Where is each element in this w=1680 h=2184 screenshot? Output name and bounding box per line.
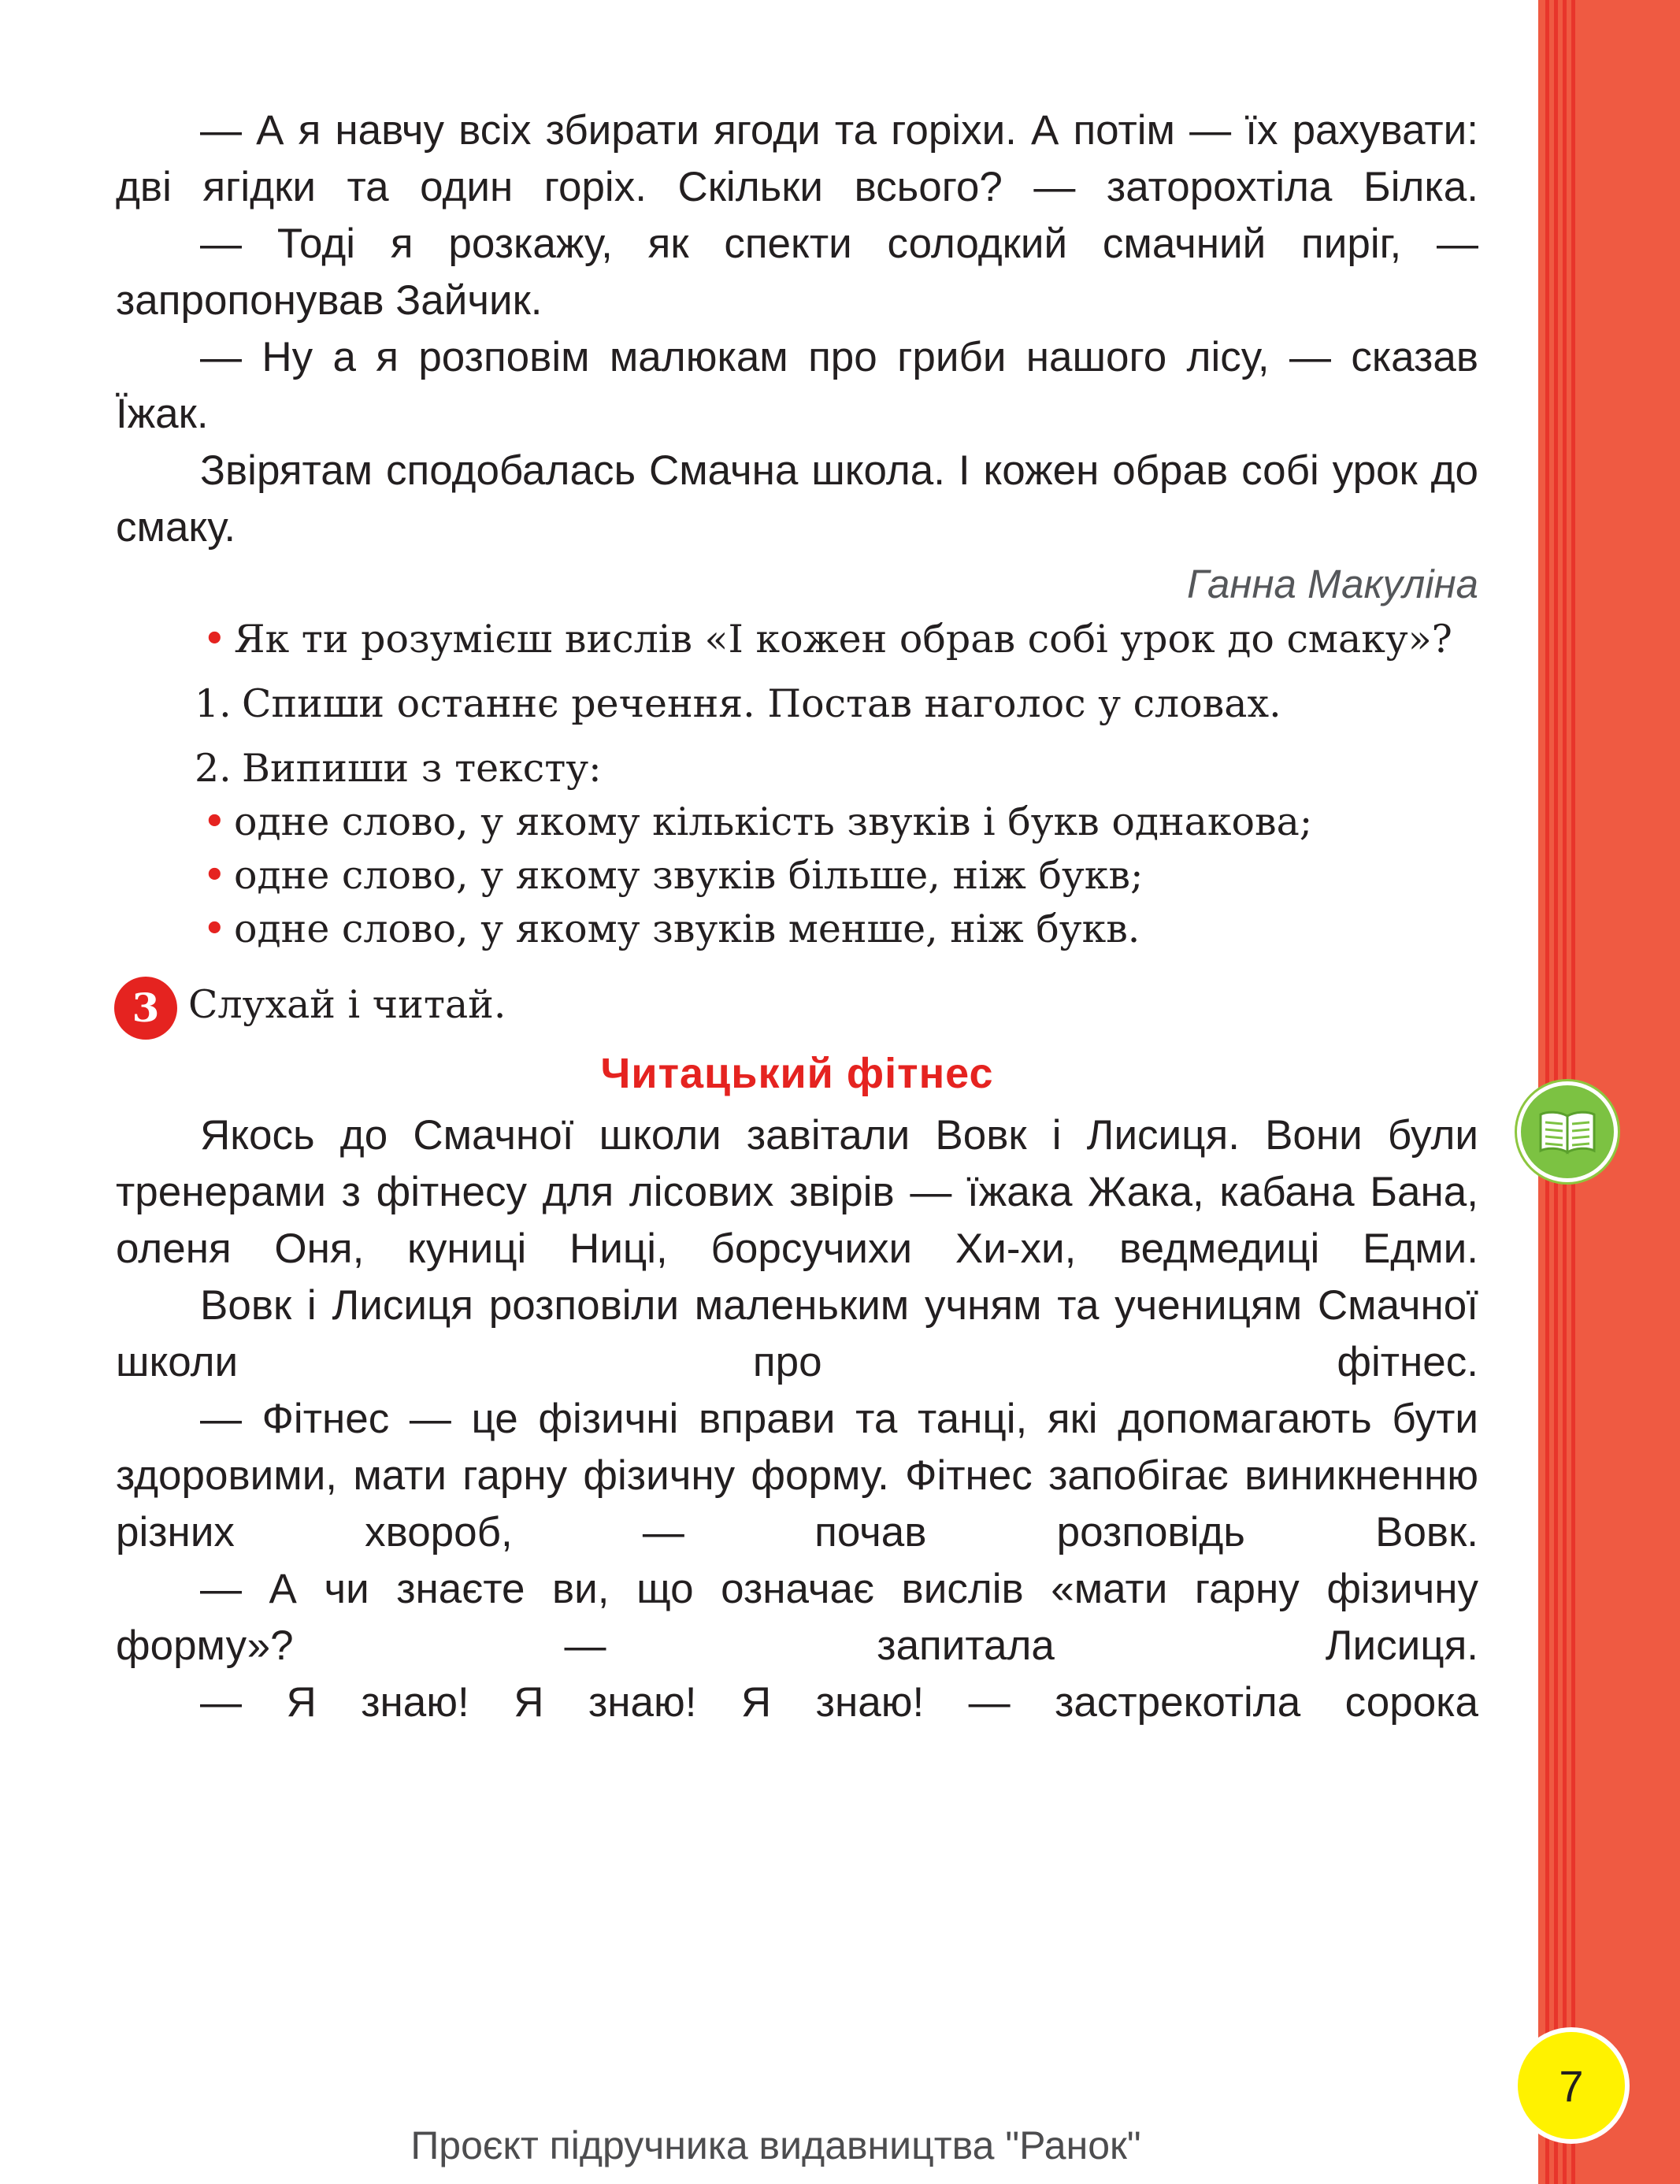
- task-bullet-item: [116, 849, 1478, 903]
- story2-paragraph-4: — А чи знаєте ви, що означає вислів «мати гарну фізичну форму»? — запитала Лисиця.: [116, 1565, 1478, 1669]
- task-bullet-text: одне слово, у якому звуків менше, ніж букв.: [234, 907, 1140, 951]
- bullet-icon: •: [202, 616, 227, 663]
- section-3-header: [114, 972, 1478, 1040]
- task-bullet-text: одне слово, у якому звуків більше, ніж букв;: [234, 853, 1144, 898]
- story2-paragraph-3: — Фітнес — це фізичні вправи та танці, які допомагають бути здоровими, мати гарну фізичну форму. Фітнес запобігає виникненню різних хвороб, — почав розповідь Вовк.: [116, 1395, 1478, 1555]
- story-title: Читацький фітнес: [600, 1049, 994, 1097]
- task-bullet-text: одне слово, у якому кількість звуків і букв однакова;: [234, 799, 1313, 844]
- story1-paragraph-4: Звірятам сподобалась Смачна школа. І кожен обрав собі урок до смаку.: [116, 447, 1478, 551]
- section-instruction: Слухай і читай.: [188, 982, 506, 1027]
- bullet-icon: •: [202, 799, 227, 846]
- story1-paragraph-1: — А я навчу всіх збирати ягоди та горіхи. А потім — їх рахувати: дві ягідки та один горіх. Скільки всього? — заторохтіла Білка.: [116, 107, 1478, 210]
- story2-paragraph-5: — Я знаю! Я знаю! Я знаю! — застрекотіла сорока: [200, 1678, 1478, 1726]
- question-item: [116, 613, 1478, 666]
- question-text: Як ти розумієш вислів «І кожен обрав собі урок до смаку»?: [234, 617, 1452, 662]
- task-text: Спиши останнє речення. Постав наголос у словах.: [242, 681, 1281, 726]
- task-2: [116, 742, 1478, 795]
- bullet-icon: •: [202, 906, 227, 953]
- task-1: [116, 677, 1478, 731]
- story1-author: Ганна Макуліна: [1186, 562, 1478, 606]
- page-number: 7: [1513, 2027, 1630, 2144]
- task-bullet-item: [116, 795, 1478, 849]
- task-number: 2.: [195, 746, 232, 791]
- task-text: Випиши з тексту:: [242, 746, 602, 791]
- page-content: [116, 102, 1478, 1731]
- task-number: 1.: [195, 681, 232, 726]
- bullet-icon: •: [202, 852, 227, 899]
- story2-paragraph-2: Вовк і Лисиця розповіли маленьким учням та ученицям Смачної школи про фітнес.: [116, 1281, 1478, 1385]
- open-book-icon: [1517, 1081, 1618, 1182]
- story2-paragraph-1: Якось до Смачної школи завітали Вовк і Лисиця. Вони були тренерами з фітнесу для лісових звірів — їжака Жака, кабана Бана, оленя Оня, куниці Ниці, борсучихи Хи-хи, ведмедиці Едми.: [116, 1111, 1478, 1272]
- section-number-badge: 3: [114, 977, 177, 1040]
- task-bullet-item: [116, 903, 1478, 956]
- story1-paragraph-3: — Ну а я розповім малюкам про гриби нашого лісу, — сказав Їжак.: [116, 334, 1478, 437]
- story1-paragraph-2: — Тоді я розкажу, як спекти солодкий смачний пиріг, — запропонував Зайчик.: [116, 221, 1478, 324]
- footer-text: Проєкт підручника видавництва "Ранок": [410, 2123, 1141, 2167]
